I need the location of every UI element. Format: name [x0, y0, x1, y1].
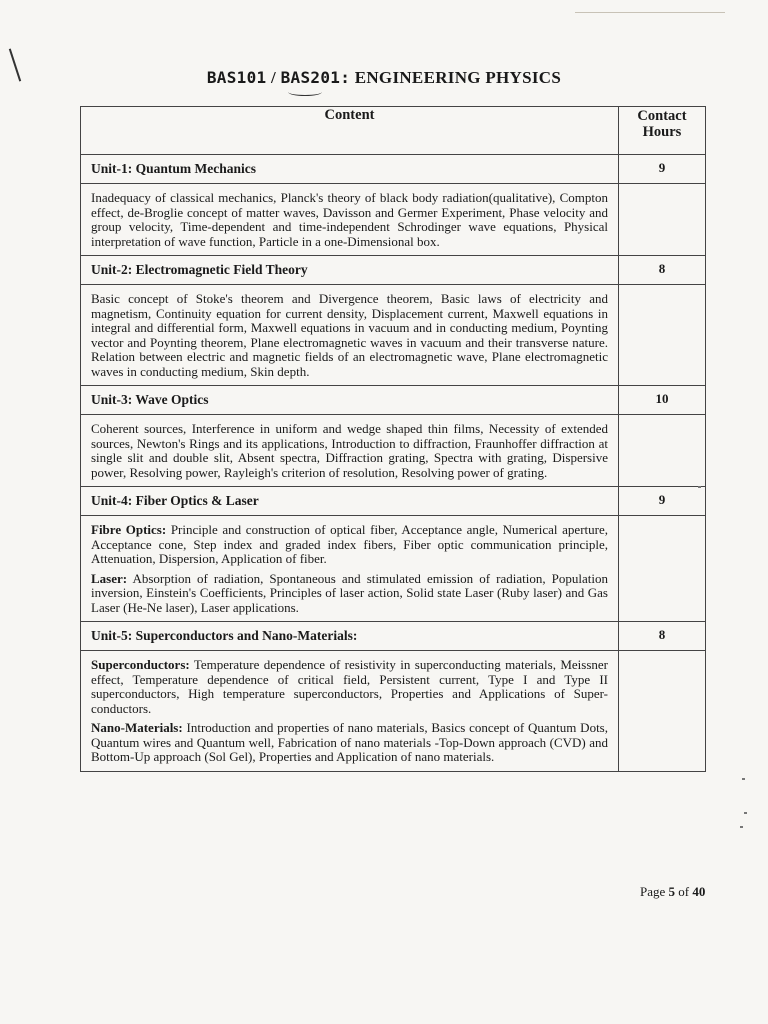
unit-title-row	[81, 622, 706, 651]
scan-speck	[698, 486, 701, 488]
course-name: ENGINEERING PHYSICS	[354, 68, 562, 87]
unit-title: Unit-3: Wave Optics	[81, 386, 619, 415]
paragraph-heading: Laser:	[91, 570, 128, 586]
scan-edge-line	[575, 12, 725, 13]
unit-paragraph	[91, 523, 608, 567]
unit-title: Unit-2: Electromagnetic Field Theory	[81, 256, 619, 285]
empty-hours-cell	[619, 184, 706, 256]
page-number: 5	[668, 884, 676, 899]
syllabus-table	[80, 106, 706, 772]
unit-title-row	[81, 256, 706, 285]
unit-content-row	[81, 285, 706, 386]
paragraph-text: Temperature dependence of resistivity in superconducting materials, Meissner effect, Temperature dependence of critical field, Persistent current, Type I and Type II superconductors, High temperature superconductors, Properties and Applications of Super-conductors.	[91, 657, 608, 716]
unit-title: Unit-4: Fiber Optics & Laser	[81, 487, 619, 516]
hours-header-line-2: Hours	[642, 124, 682, 140]
empty-hours-cell	[619, 651, 706, 772]
empty-hours-cell	[619, 415, 706, 487]
course-code-1: BAS101	[206, 68, 267, 87]
total-pages: 40	[692, 884, 706, 899]
unit-paragraph	[91, 658, 608, 716]
paragraph-heading: Fibre Optics:	[91, 522, 167, 537]
unit-description	[81, 415, 619, 487]
scan-speck	[740, 826, 743, 828]
unit-description	[81, 184, 619, 256]
unit-paragraph	[91, 572, 608, 616]
hours-header-line-1: Contact	[637, 108, 687, 124]
unit-hours: 10	[619, 386, 706, 415]
unit-title-row	[81, 487, 706, 516]
paragraph-heading: Superconductors:	[91, 657, 190, 672]
unit-hours: 9	[619, 155, 706, 184]
paragraph-text: Coherent sources, Interference in uniform and wedge shaped thin films, Necessity of extended sources, Newton's Rings and its applications, Introduction to diffraction, Fraunhoffer diffraction at single slit and double slit, Absent spectra, Diffraction grating, Spectra with grating, Dispersive power, Resolving power, Rayleigh's criterion of resolution, Resolving power of grating.	[91, 421, 608, 480]
unit-paragraph	[91, 721, 608, 765]
hours-column-header	[619, 107, 706, 155]
paragraph-text: Absorption of radiation, Spontaneous and stimulated emission of radiation, Population inversion, Einstein's Coefficients, Principles of laser action, Solid state Laser (Ruby laser) and Gas Laser (He-Ne laser), Laser applications.	[91, 570, 608, 615]
unit-description	[81, 516, 619, 622]
unit-title: Unit-1: Quantum Mechanics	[81, 155, 619, 184]
of-label: of	[678, 884, 690, 899]
unit-paragraph	[91, 191, 608, 249]
paragraph-text: Introduction and properties of nano materials, Basics concept of Quantum Dots, Quantum wires and Quantum well, Fabrication of nano materials -Top-Down approach (CVD) and Bottom-Up approach (Sol Gel), Properties and Application of nano materials.	[91, 720, 608, 764]
unit-hours: 9	[619, 487, 706, 516]
paragraph-text: Inadequacy of classical mechanics, Planck's theory of black body radiation(qualitative), Compton effect, de-Broglie concept of matter waves, Davisson and Germer Experiment, Phase velocity and group velocity, Time-dependent and time-independent Schrodinger wave equations, Physical interpretation of wave function, Particle in a one-Dimensional box.	[91, 190, 608, 249]
content-column-header: Content	[81, 107, 619, 155]
empty-hours-cell	[619, 285, 706, 386]
page-label: Page	[640, 884, 666, 899]
paragraph-text: Principle and construction of optical fiber, Acceptance angle, Numerical aperture, Acceptance cone, Step index and graded index fibers, Fiber optic communication principle, Attenuation, Dispersion, Application of fiber.	[91, 522, 608, 566]
unit-content-row	[81, 184, 706, 256]
code-separator: /	[271, 68, 277, 87]
unit-title-row	[81, 155, 706, 184]
unit-content-row	[81, 516, 706, 622]
unit-content-row	[81, 415, 706, 487]
page-title	[0, 68, 768, 88]
unit-hours: 8	[619, 622, 706, 651]
page-footer	[640, 884, 705, 900]
unit-description	[81, 285, 619, 386]
unit-title-row	[81, 386, 706, 415]
scan-speck	[744, 812, 747, 814]
unit-hours: 8	[619, 256, 706, 285]
unit-content-row	[81, 651, 706, 772]
units-body	[81, 155, 706, 772]
paragraph-text: Basic concept of Stoke's theorem and Divergence theorem, Basic laws of electricity and magnetism, Continuity equation for current density, Displacement current, Maxwell equations in integral and differential form, Maxwell equations in vacuum and in conducting medium, Poynting vector and Poynting theorem, Plane electromagnetic waves in vacuum and their transverse nature. Relation between electric and magnetic fields of an electromagnetic wave, Plane electromagnetic waves in conducting medium, Skin depth.	[91, 291, 608, 379]
unit-title: Unit-5: Superconductors and Nano-Materials:	[81, 622, 619, 651]
unit-paragraph	[91, 292, 608, 379]
course-code-2: BAS201:	[280, 68, 351, 87]
paragraph-heading: Nano-Materials:	[91, 720, 183, 735]
unit-description	[81, 651, 619, 772]
scan-speck	[742, 778, 745, 780]
handwritten-underline	[288, 88, 322, 96]
table-header-row	[81, 107, 706, 155]
empty-hours-cell	[619, 516, 706, 622]
unit-paragraph	[91, 422, 608, 480]
